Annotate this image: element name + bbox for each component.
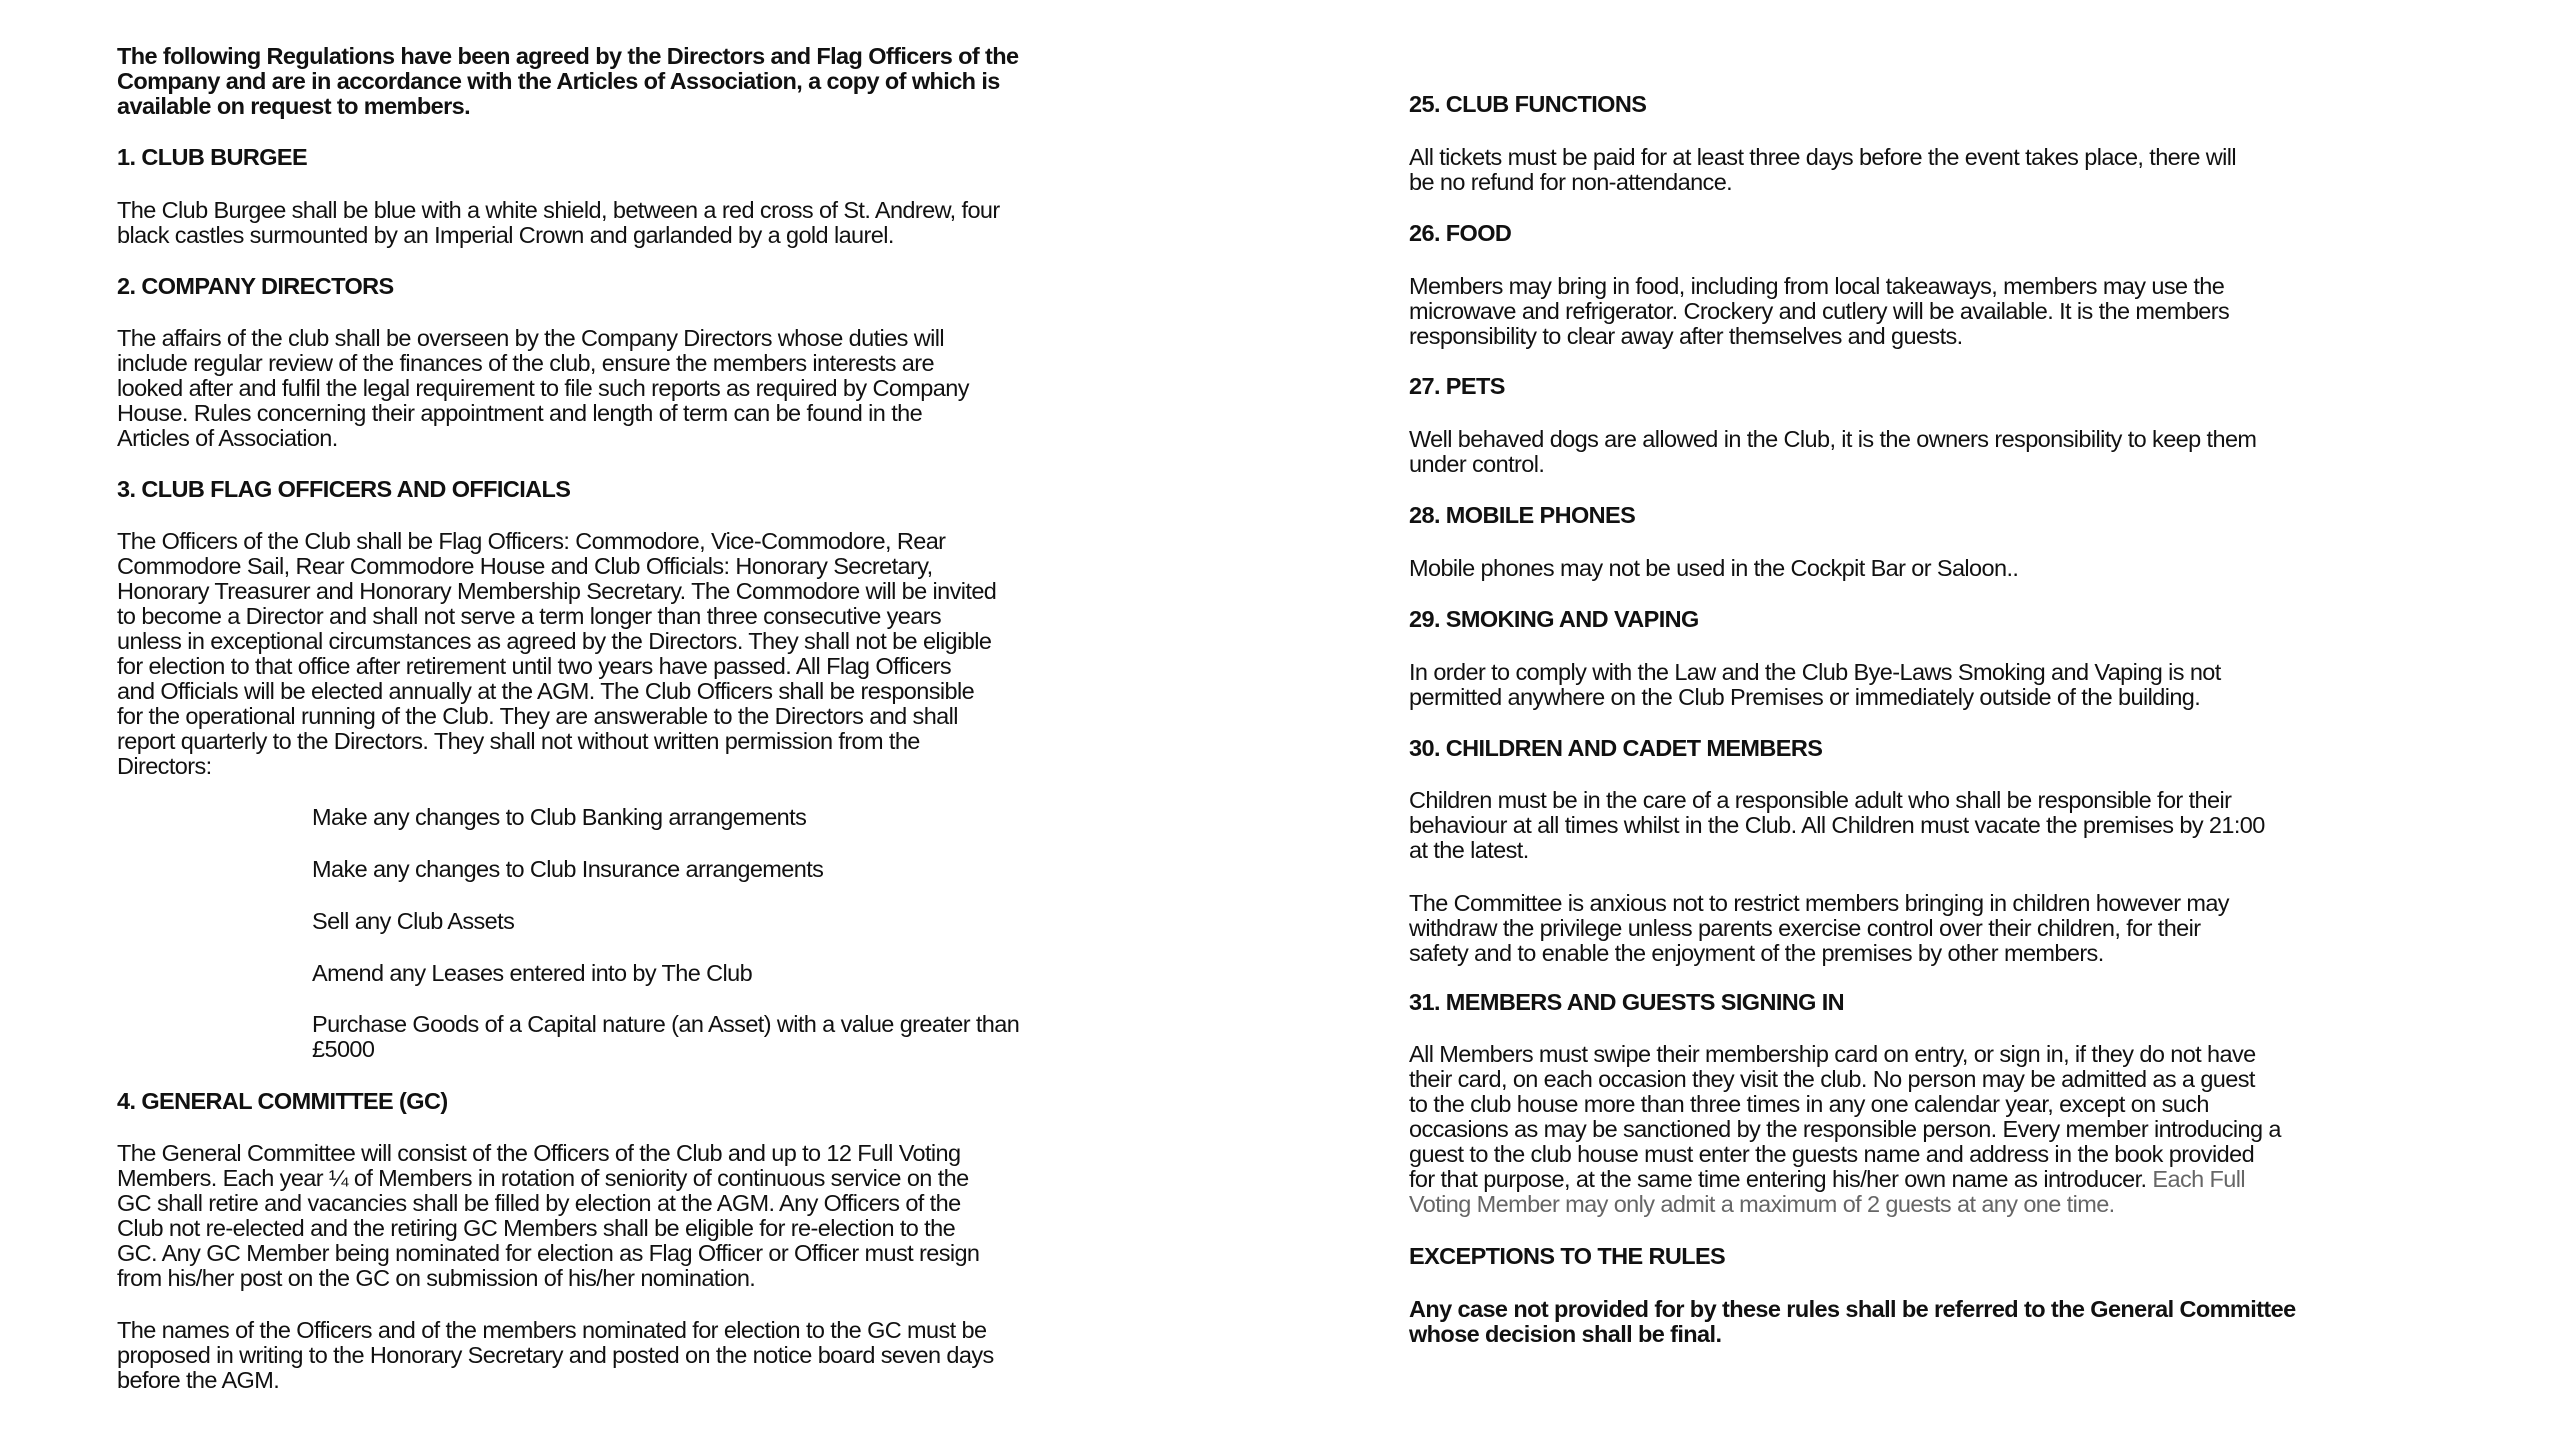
text-line: and Officials will be elected annually at the AGM. The Club Officers shall be responsible (117, 678, 975, 704)
guest-limit-note: Each Full (2146, 1166, 2245, 1192)
text-line: safety and to enable the enjoyment of the premises by other members. (1409, 940, 2104, 966)
section-heading: 4. GENERAL COMMITTEE (GC) (117, 1088, 448, 1114)
text-line: report quarterly to the Directors. They shall not without written permission from the (117, 728, 920, 754)
section-paragraph (117, 1141, 979, 1291)
text-line: The General Committee will consist of the Officers of the Club and up to 12 Full Voting (117, 1140, 961, 1166)
text-line: unless in exceptional circumstances as agreed by the Directors. They shall not be eligible (117, 628, 992, 654)
section-heading: 26. FOOD (1409, 220, 1512, 246)
section-heading: 31. MEMBERS AND GUESTS SIGNING IN (1409, 989, 1845, 1015)
text-line: from his/her post on the GC on submission of his/her nomination. (117, 1265, 756, 1291)
text-line: Sell any Club Assets (312, 908, 515, 934)
section-heading: 30. CHILDREN AND CADET MEMBERS (1409, 735, 1823, 761)
section-heading: 1. CLUB BURGEE (117, 144, 308, 170)
text-line: GC. Any GC Member being nominated for election as Flag Officer or Officer must resign (117, 1240, 980, 1266)
section-heading: EXCEPTIONS TO THE RULES (1409, 1243, 1726, 1269)
text-line: to the club house more than three times in any one calendar year, except on such (1409, 1091, 2209, 1117)
text-line: Purchase Goods of a Capital nature (an Asset) with a value greater than (312, 1011, 1020, 1037)
restriction-item (312, 805, 806, 830)
text-line: Children must be in the care of a responsible adult who shall be responsible for their (1409, 787, 2232, 813)
text-line: permitted anywhere on the Club Premises or immediately outside of the building. (1409, 684, 2201, 710)
section-paragraph (1409, 145, 2236, 195)
text-line: looked after and fulfil the legal requirement to file such reports as required by Company (117, 375, 969, 401)
text-line: All tickets must be paid for at least three days before the event takes place, there will (1409, 144, 2237, 170)
text-line: whose decision shall be final. (1409, 1321, 1722, 1347)
text-line: The affairs of the club shall be overseen by the Company Directors whose duties will (117, 325, 944, 351)
restriction-item (312, 909, 514, 934)
text-line: The names of the Officers and of the members nominated for election to the GC must be (117, 1317, 987, 1343)
exceptions-paragraph (1409, 1297, 2296, 1347)
section-paragraph (1409, 1042, 2281, 1217)
text-line: Amend any Leases entered into by The Club (312, 960, 753, 986)
text-line: Directors: (117, 753, 212, 779)
text-line: Articles of Association. (117, 425, 338, 451)
text-line: Make any changes to Club Insurance arrangements (312, 856, 824, 882)
text-line: Well behaved dogs are allowed in the Club, it is the owners responsibility to keep them (1409, 426, 2257, 452)
text-line: Commodore Sail, Rear Commodore House and Club Officials: Honorary Secretary, (117, 553, 933, 579)
text-line: guest to the club house must enter the guests name and address in the book provided (1409, 1141, 2255, 1167)
section-paragraph (1409, 556, 2018, 581)
text-line: GC shall retire and vacancies shall be filled by election at the AGM. Any Officers of the (117, 1190, 961, 1216)
text-line: black castles surmounted by an Imperial Crown and garlanded by a gold laurel. (117, 222, 894, 248)
text-line: microwave and refrigerator. Crockery and cutlery will be available. It is the members (1409, 298, 2230, 324)
text-line: In order to comply with the Law and the Club Bye-Laws Smoking and Vaping is not (1409, 659, 2221, 685)
section-heading: 28. MOBILE PHONES (1409, 502, 1636, 528)
text-line: include regular review of the finances of the club, ensure the members interests are (117, 350, 934, 376)
text-line: All Members must swipe their membership card on entry, or sign in, if they do not have (1409, 1041, 2256, 1067)
section-paragraph (1409, 427, 2256, 477)
section-paragraph (117, 1318, 994, 1393)
section-heading: 29. SMOKING AND VAPING (1409, 606, 1699, 632)
text-line: The Committee is anxious not to restrict members bringing in children however may (1409, 890, 2229, 916)
text-line: behaviour at all times whilst in the Club. All Children must vacate the premises by 21:00 (1409, 812, 2265, 838)
section-heading: 27. PETS (1409, 373, 1505, 399)
section-heading: 2. COMPANY DIRECTORS (117, 273, 394, 299)
text-line: be no refund for non-attendance. (1409, 169, 1733, 195)
text-line: before the AGM. (117, 1367, 280, 1393)
text-line: for the operational running of the Club. They are answerable to the Directors and shall (117, 703, 958, 729)
text-line: Members may bring in food, including from local takeaways, members may use the (1409, 273, 2225, 299)
section-paragraph (1409, 891, 2229, 966)
text-line: House. Rules concerning their appointment and length of term can be found in the (117, 400, 923, 426)
section-heading: 25. CLUB FUNCTIONS (1409, 91, 1647, 117)
text-line: available on request to members. (117, 93, 471, 119)
intro-paragraph (117, 44, 1019, 119)
text-line: under control. (1409, 451, 1545, 477)
text-line: proposed in writing to the Honorary Secretary and posted on the notice board seven days (117, 1342, 994, 1368)
text-line: withdraw the privilege unless parents exercise control over their children, for their (1409, 915, 2201, 941)
restriction-item (312, 961, 752, 986)
text-line: The following Regulations have been agreed by the Directors and Flag Officers of the (117, 43, 1019, 69)
text-line: Make any changes to Club Banking arrangements (312, 804, 807, 830)
section-paragraph (117, 529, 996, 779)
text-line: Honorary Treasurer and Honorary Membership Secretary. The Commodore will be invited (117, 578, 997, 604)
text-line: for that purpose, at the same time entering his/her own name as introducer. (1409, 1166, 2147, 1192)
text-line: occasions as may be sanctioned by the responsible person. Every member introducing a (1409, 1116, 2281, 1142)
text-line: at the latest. (1409, 837, 1529, 863)
text-line: Club not re-elected and the retiring GC Members shall be eligible for re-election to the (117, 1215, 956, 1241)
text-line: The Club Burgee shall be blue with a white shield, between a red cross of St. Andrew, four (117, 197, 1000, 223)
text-line: their card, on each occasion they visit the club. No person may be admitted as a guest (1409, 1066, 2255, 1092)
section-paragraph (1409, 788, 2265, 863)
text-line: Members. Each year ¼ of Members in rotation of seniority of continuous service on the (117, 1165, 969, 1191)
text-line: Any case not provided for by these rules shall be referred to the General Committee (1409, 1296, 2296, 1322)
restriction-item (312, 1012, 1019, 1062)
text-line: to become a Director and shall not serve a term longer than three consecutive years (117, 603, 942, 629)
section-paragraph (117, 198, 1000, 248)
section-heading: 3. CLUB FLAG OFFICERS AND OFFICIALS (117, 476, 571, 502)
text-line: The Officers of the Club shall be Flag Officers: Commodore, Vice-Commodore, Rear (117, 528, 946, 554)
restriction-item (312, 857, 823, 882)
text-line: £5000 (312, 1036, 375, 1062)
text-line: Mobile phones may not be used in the Cockpit Bar or Saloon.. (1409, 555, 2019, 581)
section-paragraph (1409, 274, 2229, 349)
text-line: for election to that office after retirement until two years have passed. All Flag Officers (117, 653, 952, 679)
guest-limit-note: Voting Member may only admit a maximum of 2 guests at any one time. (1409, 1191, 2115, 1217)
section-paragraph (1409, 660, 2221, 710)
text-line: responsibility to clear away after themselves and guests. (1409, 323, 1963, 349)
section-paragraph (117, 326, 969, 451)
text-line: Company and are in accordance with the Articles of Association, a copy of which is (117, 68, 1000, 94)
